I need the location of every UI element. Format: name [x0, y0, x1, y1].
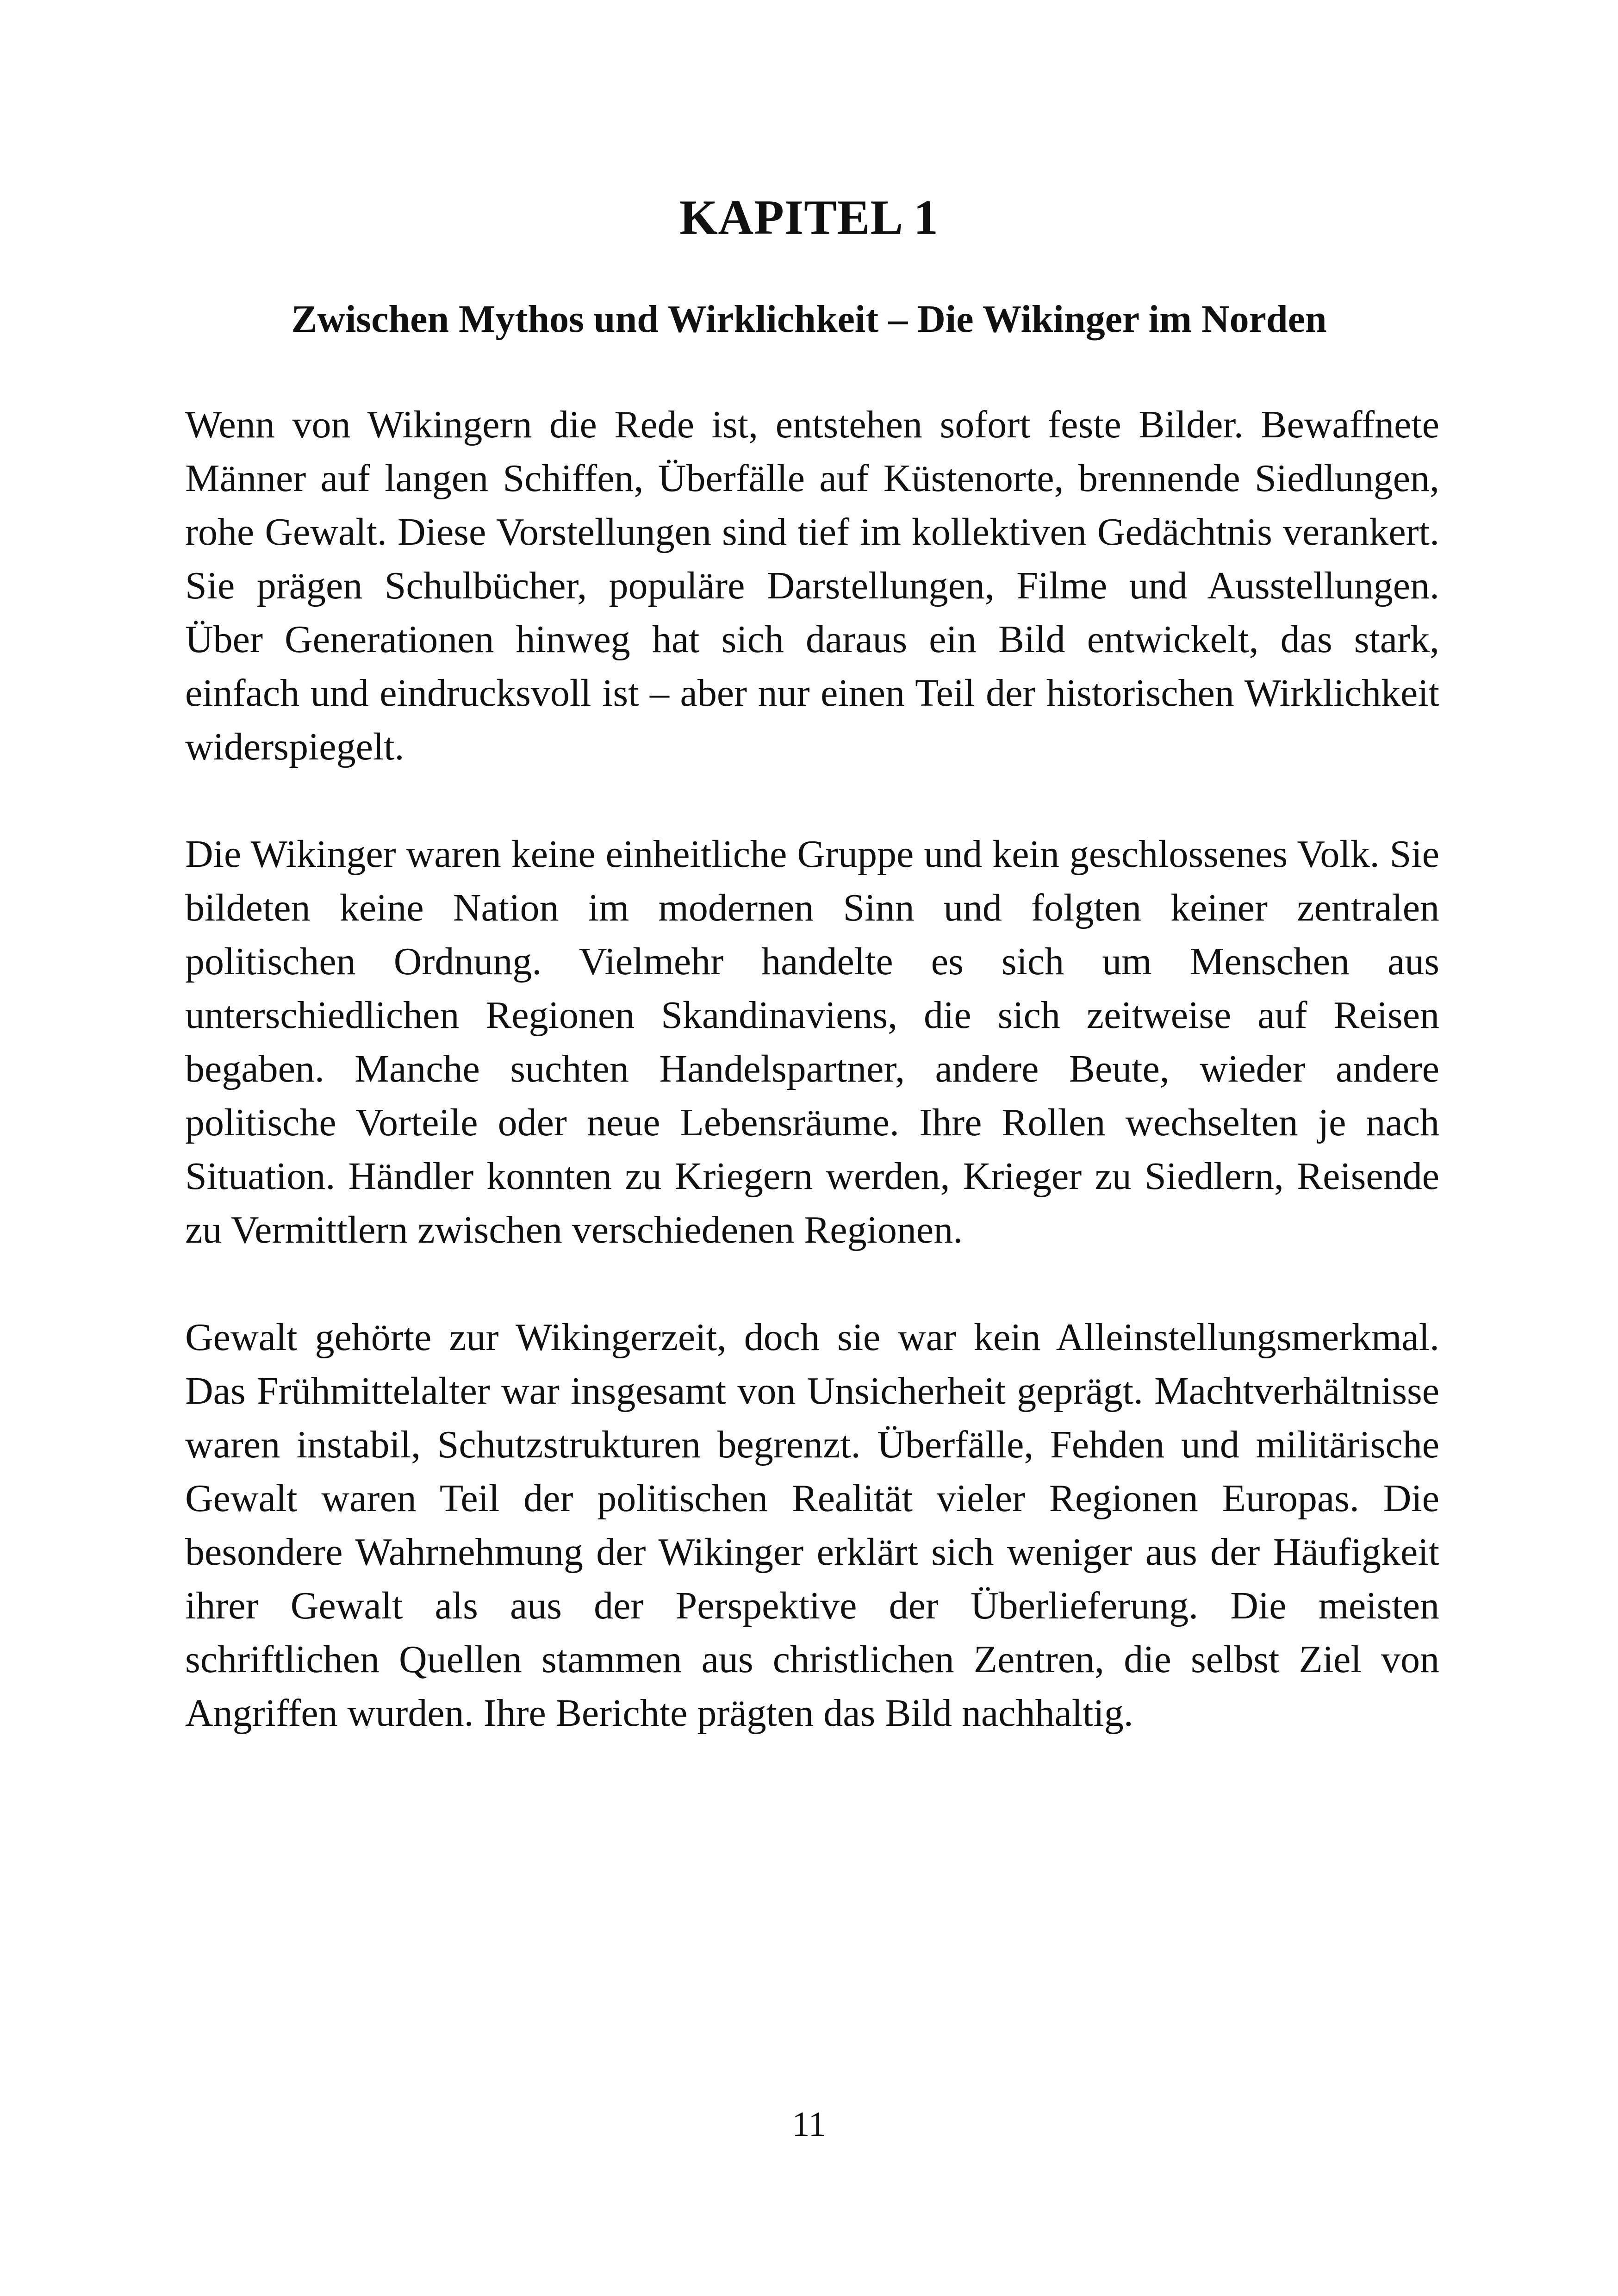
paragraph-1: Wenn von Wikingern die Rede ist, entstehen sofort feste Bilder. Bewaffnete Männer auf langen Schiffen, Überfälle auf Küstenorte, brennende Siedlungen, rohe Gewalt. Diese Vorstellungen sind tief im kollektiven Gedächtnis verankert. Sie prägen Schulbücher, populäre Darstellungen, Filme und Ausstellungen. Über Generationen hinweg hat sich daraus ein Bild entwickelt, das stark, einfach und eindrucksvoll ist – aber nur einen Teil der historischen Wirklichkeit widerspiegelt. [185, 403, 1439, 768]
chapter-title: KAPITEL 1 [679, 190, 939, 244]
chapter-subtitle: Zwischen Mythos und Wirklichkeit – Die Wikinger im Norden [291, 298, 1327, 341]
page-number: 11 [792, 2105, 826, 2144]
body-text [185, 398, 1439, 1794]
paragraph-2: Die Wikinger waren keine einheitliche Gruppe und kein geschlossenes Volk. Sie bildeten keine Nation im modernen Sinn und folgten keiner zentralen politischen Ordnung. Vielmehr handelte es sich um Menschen aus unterschiedlichen Regionen Skandinaviens, die sich zeitweise auf Reisen begaben. Manche suchten Handelspartner, andere Beute, wieder andere politische Vorteile oder neue Lebensräume. Ihre Rollen wechselten je nach Situation. Händler konnten zu Kriegern werden, Krieger zu Siedlern, Reisende zu Vermittlern zwischen verschiedenen Regionen. [185, 833, 1439, 1251]
paragraph-3: Gewalt gehörte zur Wikingerzeit, doch sie war kein Alleinstellungsmerkmal. Das Frühmittelalter war insgesamt von Unsicherheit geprägt. Machtverhältnisse waren instabil, Schutzstrukturen begrenzt. Überfälle, Fehden und militärische Gewalt waren Teil der politischen Realität vieler Regionen Europas. Die besondere Wahrnehmung der Wikinger erklärt sich weniger aus der Häufigkeit ihrer Gewalt als aus der Perspektive der Überlieferung. Die meisten schriftlichen Quellen stammen aus christlichen Zentren, die selbst Ziel von Angriffen wurden. Ihre Berichte prägten das Bild nachhaltig. [185, 1316, 1439, 1735]
